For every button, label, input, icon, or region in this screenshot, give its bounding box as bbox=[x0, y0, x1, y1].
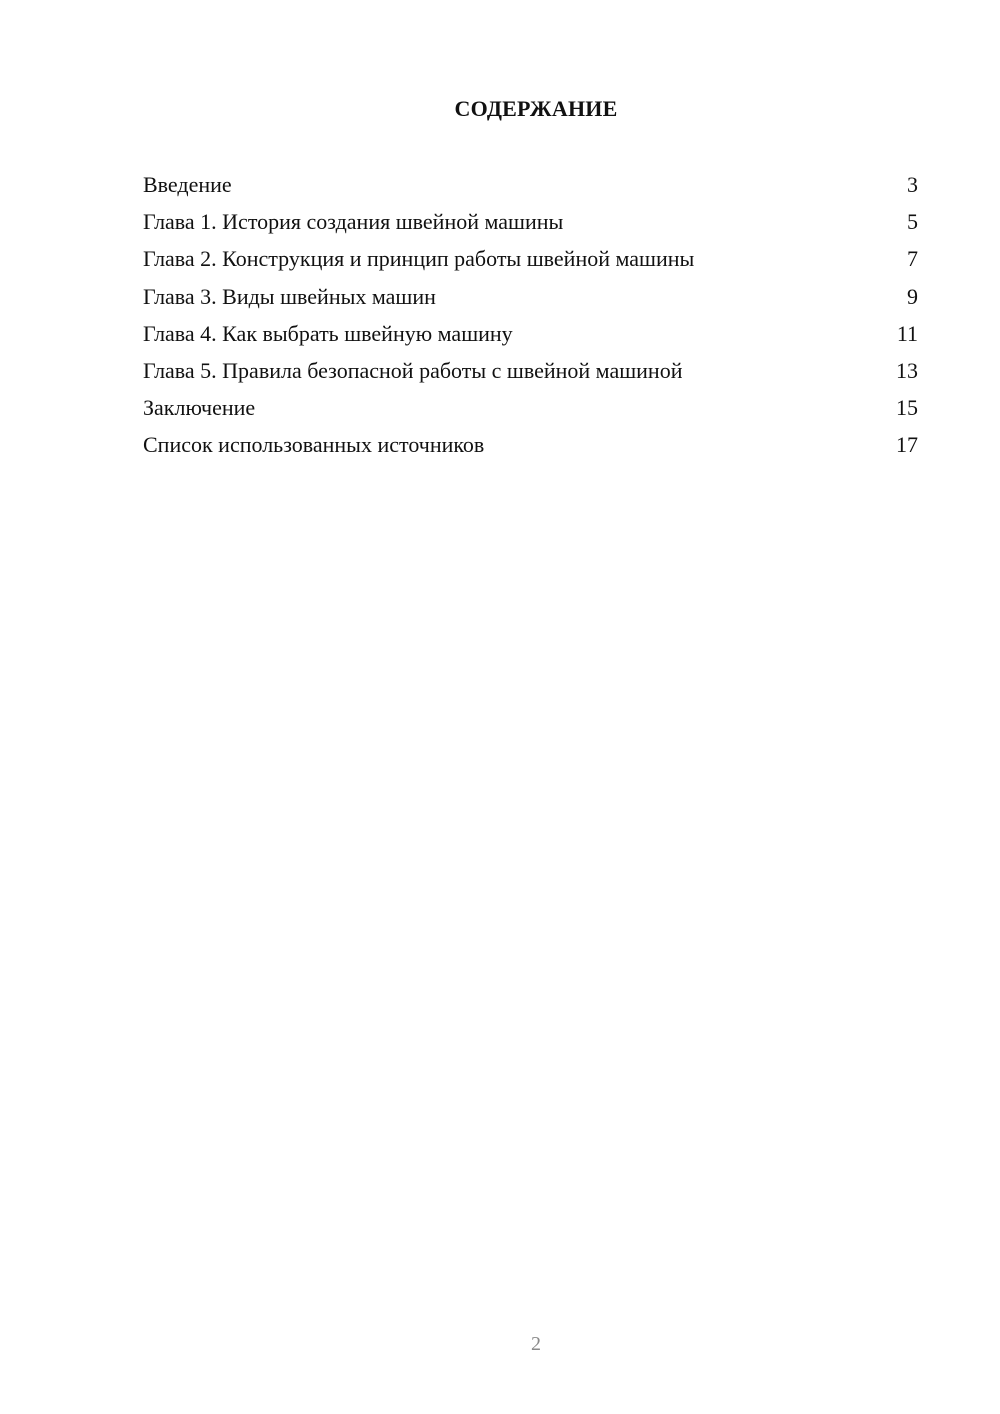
toc-entry-label: Глава 5. Правила безопасной работы с швейной машиной bbox=[143, 357, 683, 383]
toc-entry-references bbox=[143, 431, 918, 468]
table-of-contents bbox=[143, 171, 918, 469]
toc-entry-label: Глава 4. Как выбрать швейную машину bbox=[143, 320, 513, 346]
toc-entry-chapter-4 bbox=[143, 320, 918, 357]
toc-entry-chapter-2 bbox=[143, 245, 918, 282]
page-number: 2 bbox=[531, 1333, 541, 1355]
toc-entry-page: 5 bbox=[907, 209, 918, 235]
toc-entry-chapter-3 bbox=[143, 283, 918, 320]
page-title: СОДЕРЖАНИЕ bbox=[454, 96, 618, 121]
toc-entry-page: 15 bbox=[896, 395, 918, 421]
toc-entry-label: Глава 2. Конструкция и принцип работы швейной машины bbox=[143, 246, 695, 272]
toc-entry-introduction bbox=[143, 171, 918, 208]
toc-entry-label: Введение bbox=[143, 172, 232, 197]
toc-entry-conclusion bbox=[143, 394, 918, 431]
toc-entry-page: 3 bbox=[907, 172, 918, 197]
toc-entry-label: Глава 3. Виды швейных машин bbox=[143, 283, 436, 309]
toc-entry-page: 13 bbox=[896, 357, 918, 383]
toc-entry-page: 7 bbox=[907, 246, 918, 272]
toc-entry-page: 17 bbox=[896, 432, 918, 458]
toc-entry-label: Глава 1. История создания швейной машины bbox=[143, 209, 564, 235]
toc-entry-label: Список использованных источников bbox=[143, 432, 485, 458]
toc-entry-page: 9 bbox=[907, 283, 918, 309]
toc-entry-chapter-1 bbox=[143, 208, 918, 245]
toc-entry-page: 11 bbox=[896, 320, 918, 346]
toc-entry-chapter-5 bbox=[143, 357, 918, 394]
toc-entry-label: Заключение bbox=[143, 395, 256, 421]
